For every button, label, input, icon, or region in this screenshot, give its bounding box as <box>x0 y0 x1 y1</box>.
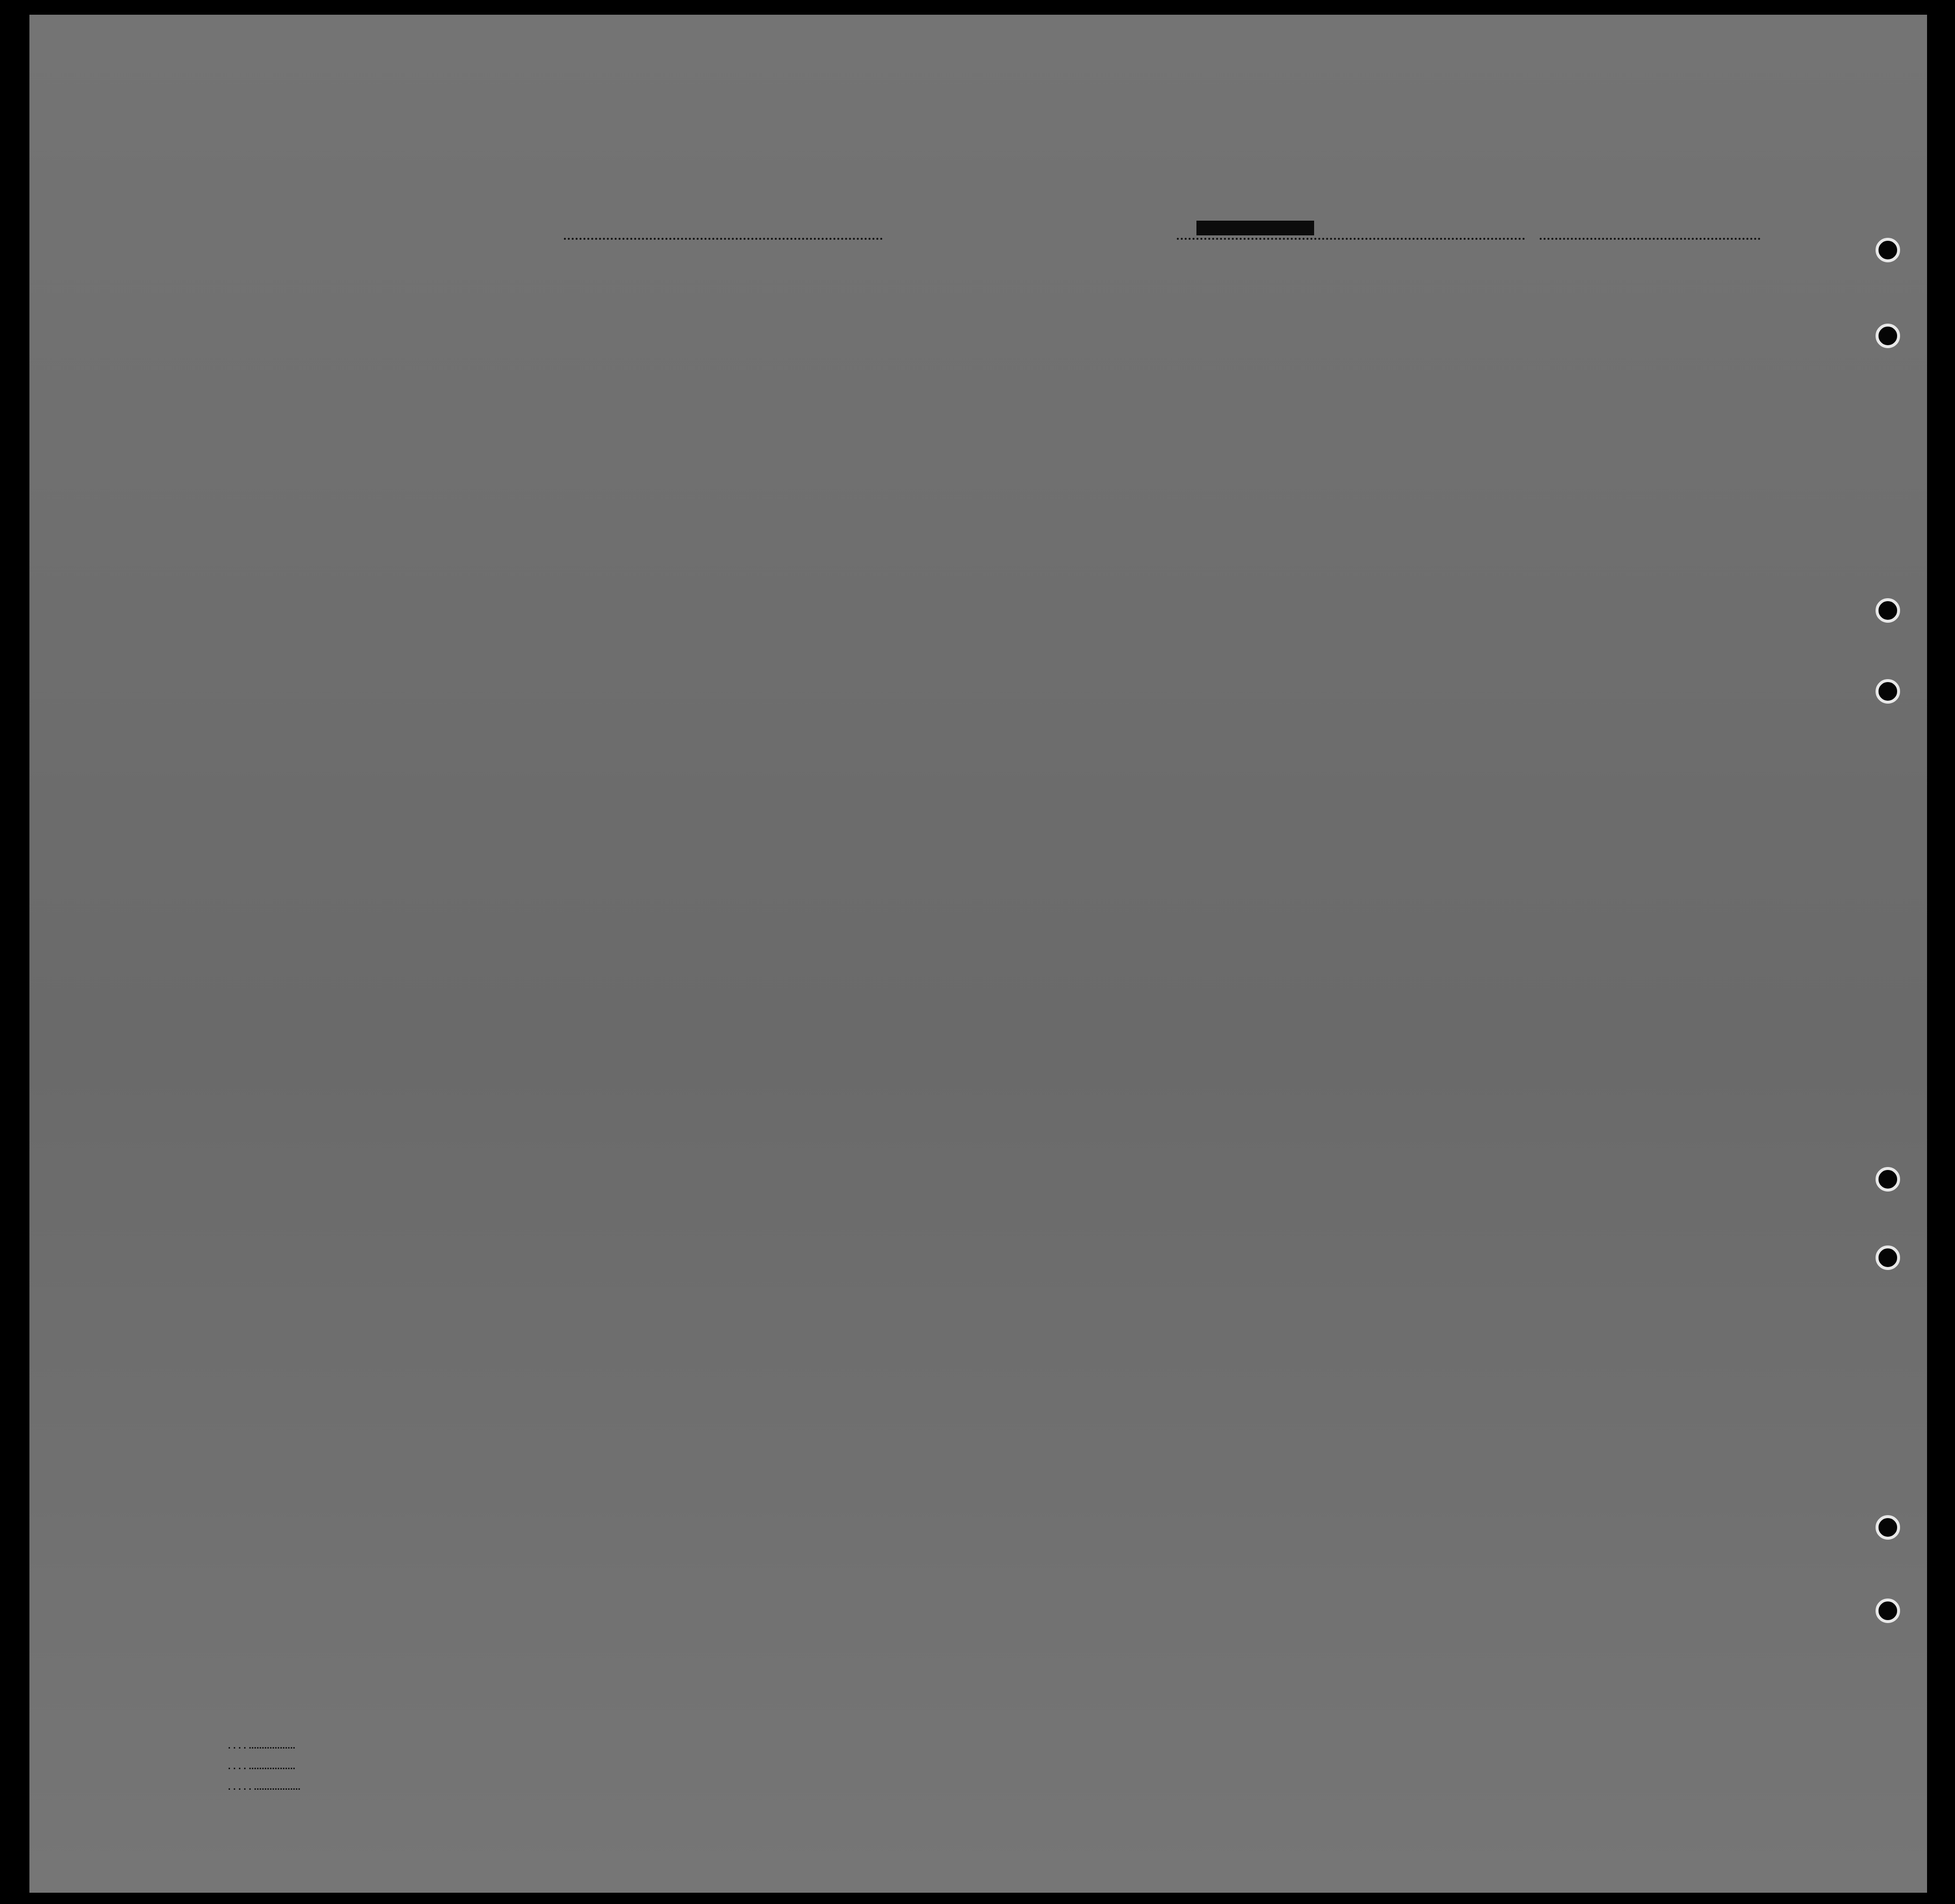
binder-hole <box>1876 679 1900 704</box>
binder-hole <box>1876 598 1900 623</box>
total-passengers-label: . . . . .................. <box>228 1741 296 1751</box>
manifest-sheet <box>29 15 1927 1893</box>
us-citizens-label: . . . . .................. <box>228 1761 296 1772</box>
table-grid <box>29 15 1927 1893</box>
binder-hole <box>1876 1515 1900 1540</box>
binder-hole <box>1876 1599 1900 1623</box>
binder-hole <box>1876 324 1900 348</box>
binder-hole <box>1876 238 1900 262</box>
aliens-label: . . . . . .................. <box>228 1782 301 1792</box>
binder-hole <box>1876 1245 1900 1270</box>
binder-hole <box>1876 1167 1900 1192</box>
